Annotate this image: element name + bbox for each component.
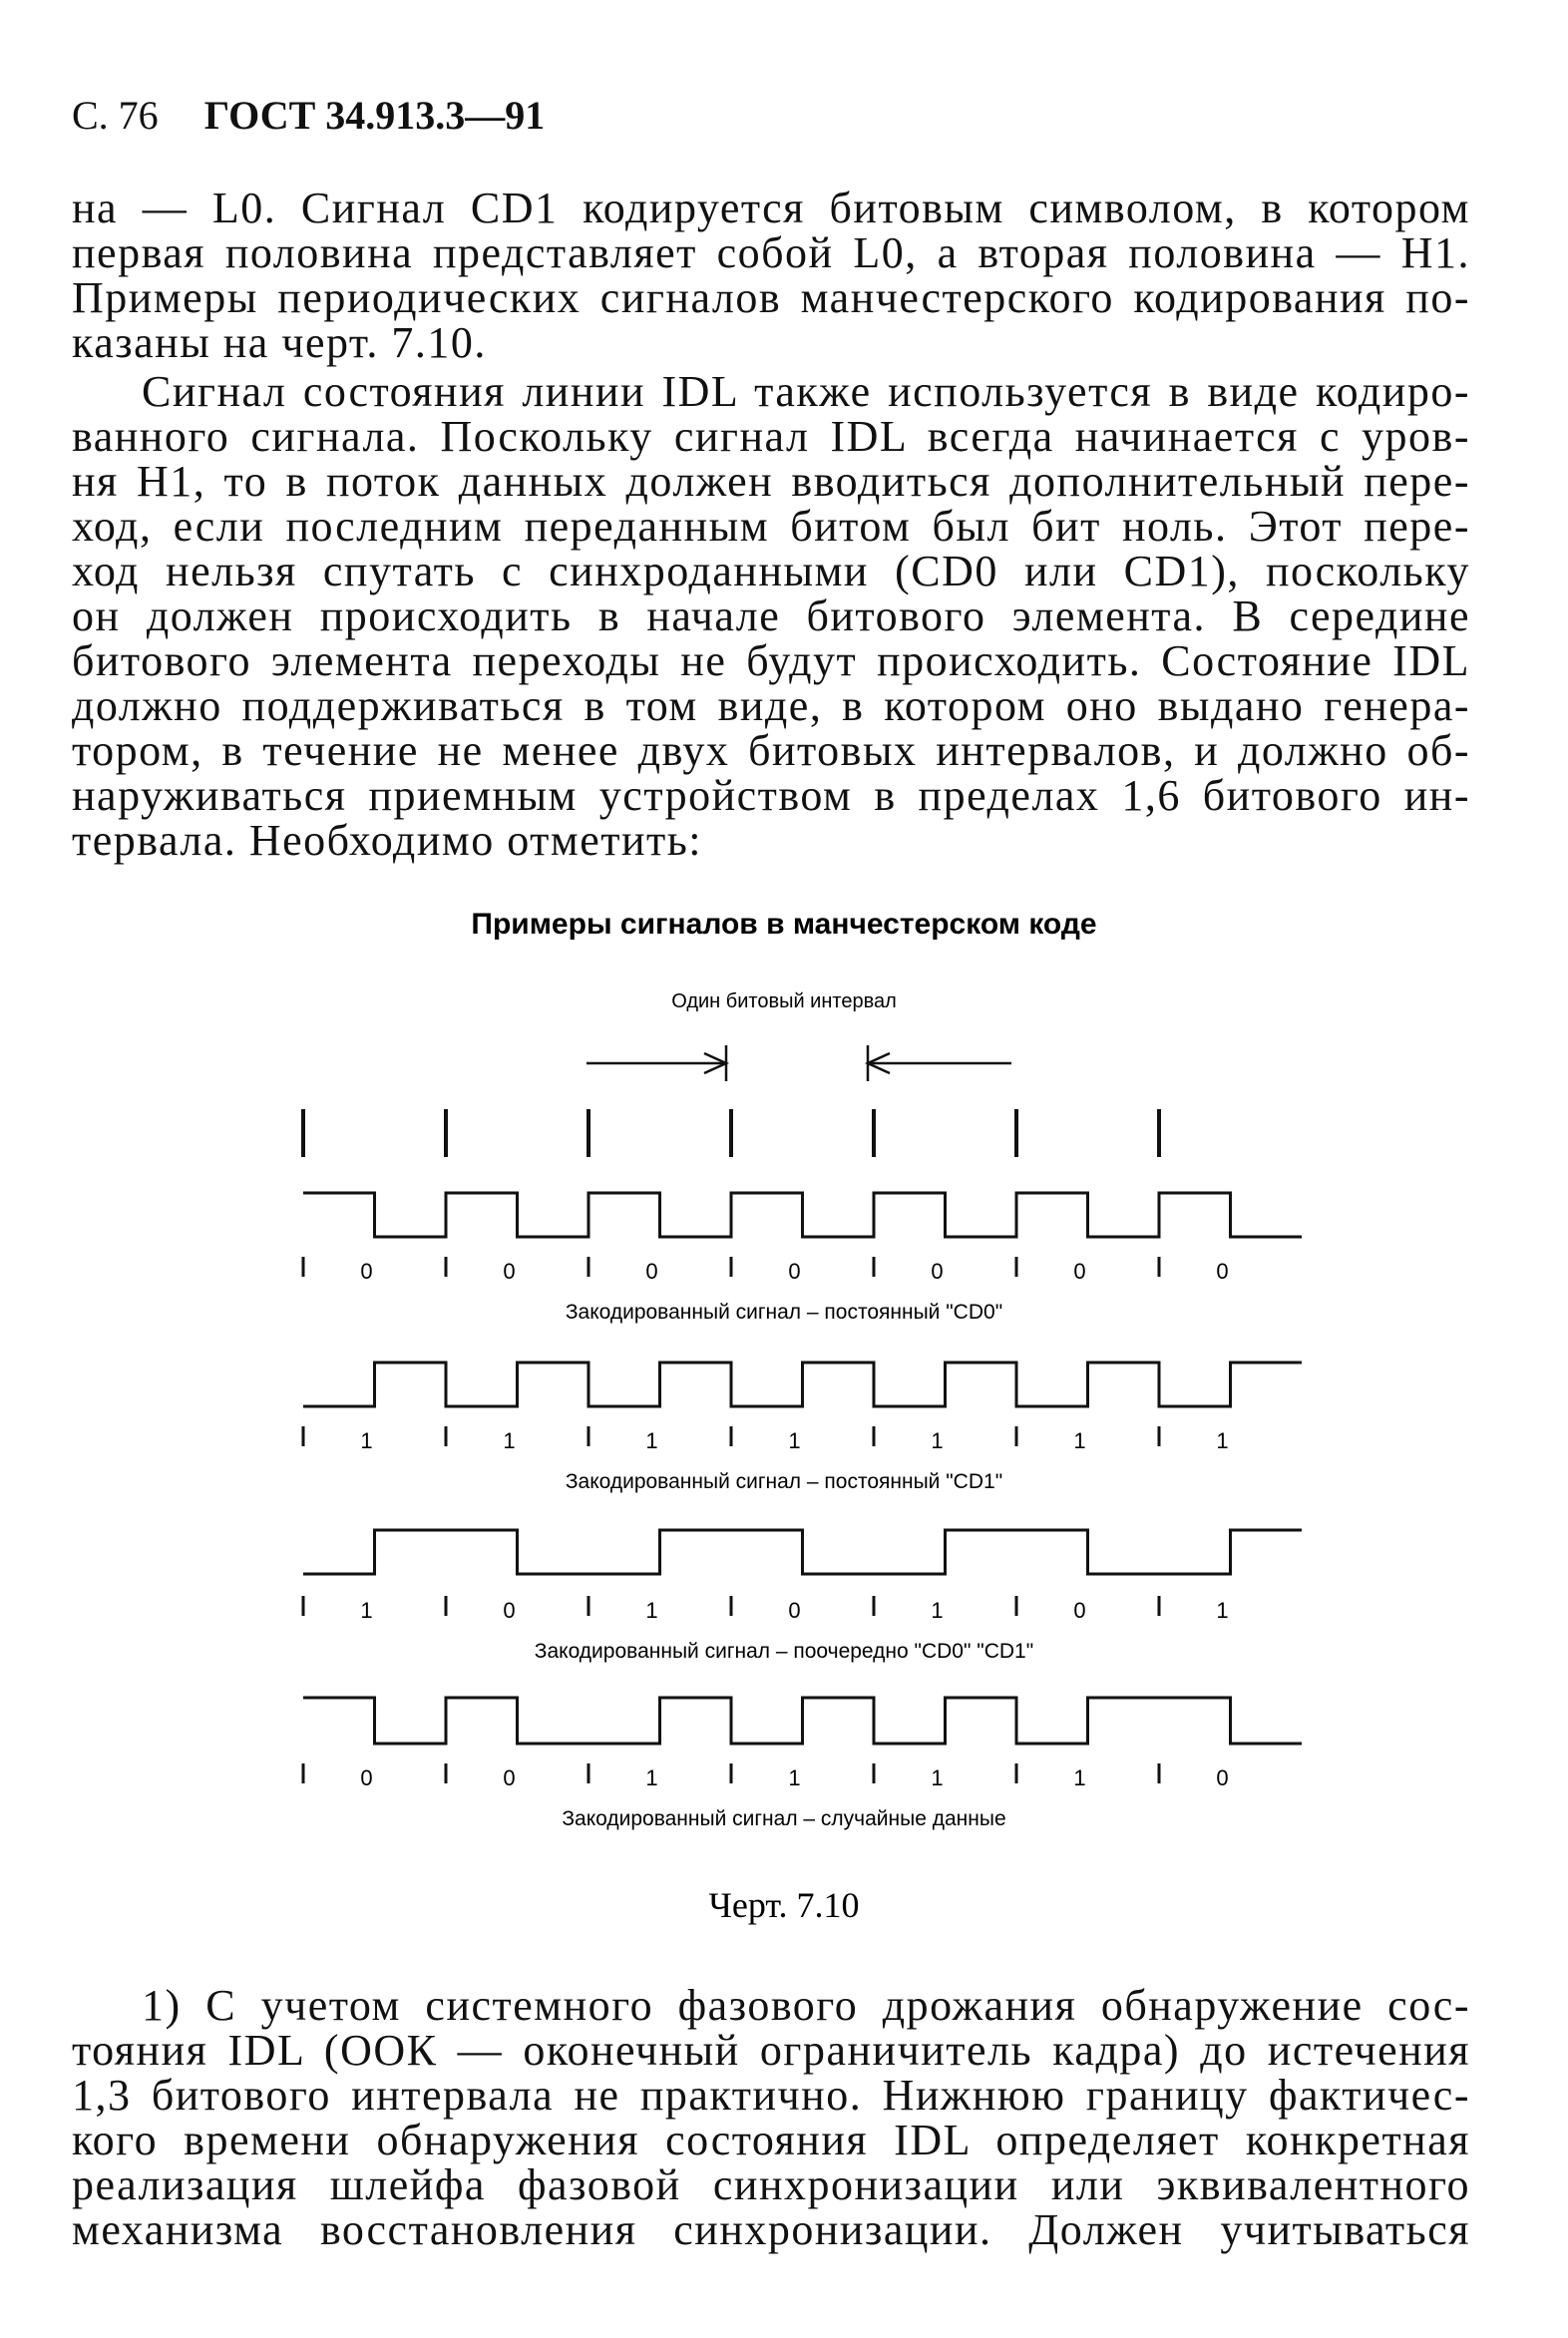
bit-label: 0 bbox=[1216, 1765, 1229, 1790]
text-line: 1) С учетом системного фазового дрожания обнаружение сос- bbox=[142, 1981, 1470, 2030]
text-line: реализация шлейфа фазовой синхронизации или эквивалентного bbox=[72, 2160, 1470, 2209]
text-line: казаны на черт. 7.10. bbox=[72, 318, 487, 367]
waveform bbox=[303, 1698, 1302, 1744]
text-line: он должен происходить в начале битового элемента. В середине bbox=[72, 591, 1470, 640]
bit-label: 0 bbox=[1216, 1259, 1229, 1284]
waveform bbox=[303, 1530, 1302, 1574]
text-line: Сигнал состояния линии IDL также используется в виде кодиро- bbox=[142, 367, 1470, 416]
text-line: ня H1, то в поток данных должен вводиться дополнительный пере- bbox=[72, 457, 1470, 506]
paragraph-3 bbox=[72, 1983, 1470, 2252]
bit-label: 1 bbox=[645, 1765, 658, 1790]
text-line: Примеры периодических сигналов манчестерского кодирования по- bbox=[72, 273, 1470, 322]
standard-id: ГОСТ 34.913.3—91 bbox=[203, 93, 546, 138]
signal-caption: Закодированный сигнал – постоянный "CD0" bbox=[565, 1301, 1003, 1324]
bit-label: 0 bbox=[503, 1598, 516, 1623]
bit-label: 0 bbox=[360, 1765, 373, 1790]
figure-title: Примеры сигналов в манчестерском коде bbox=[471, 908, 1097, 941]
signal-caption: Закодированный сигнал – случайные данные bbox=[562, 1807, 1006, 1830]
text-line: должно поддерживаться в том виде, в котором оно выдано генера- bbox=[72, 681, 1470, 730]
waveform bbox=[303, 1193, 1302, 1237]
text-line: кого времени обнаружения состояния IDL определяет конкретная bbox=[72, 2116, 1470, 2164]
text-line: механизма восстановления синхронизации. Должен учитываться bbox=[72, 2205, 1470, 2254]
text-line: на — L0. Сигнал CD1 кодируется битовым символом, в котором bbox=[72, 184, 1470, 232]
text-line: битового элемента переходы не будут происходить. Состояние IDL bbox=[72, 636, 1470, 685]
bit-label: 0 bbox=[931, 1259, 944, 1284]
bit-label: 1 bbox=[931, 1598, 944, 1623]
text-line: ход нельзя спутать с синхроданными (CD0 или CD1), поскольку bbox=[72, 547, 1470, 595]
bit-label: 0 bbox=[503, 1765, 516, 1790]
interval-arrows bbox=[587, 1045, 1011, 1081]
bit-label: 1 bbox=[788, 1428, 801, 1453]
bit-label: 0 bbox=[1073, 1598, 1086, 1623]
waveform bbox=[303, 1363, 1302, 1406]
text-line: ход, если последним переданным битом был бит ноль. Этот пере- bbox=[72, 502, 1470, 551]
bit-label: 0 bbox=[645, 1259, 658, 1284]
signal-waveforms bbox=[303, 1193, 1302, 1830]
figure-caption: Черт. 7.10 bbox=[708, 1885, 860, 1925]
text-line: тервала. Необходимо отметить: bbox=[72, 816, 703, 865]
signal-row bbox=[303, 1363, 1302, 1493]
text-line: тояния IDL (ООК — оконечный ограничитель кадра) до истечения bbox=[72, 2026, 1470, 2075]
page-number: С. 76 bbox=[72, 93, 159, 138]
clock-ticks bbox=[303, 1109, 1159, 1157]
bit-label: 1 bbox=[645, 1598, 658, 1623]
text-line: тором, в течение не менее двух битовых интервалов, и должно об- bbox=[72, 726, 1470, 775]
signal-row bbox=[303, 1530, 1302, 1663]
text-line: ванного сигнала. Поскольку сигнал IDL всегда начинается с уров- bbox=[72, 412, 1470, 461]
bit-label: 1 bbox=[931, 1765, 944, 1790]
bit-label: 0 bbox=[788, 1259, 801, 1284]
bit-label: 0 bbox=[503, 1259, 516, 1284]
signal-caption: Закодированный сигнал – постоянный "CD1" bbox=[565, 1470, 1003, 1493]
signal-caption: Закодированный сигнал – поочередно "CD0" "CD1" bbox=[534, 1640, 1034, 1663]
bit-label: 1 bbox=[1073, 1765, 1086, 1790]
bit-label: 0 bbox=[1073, 1259, 1086, 1284]
bit-label: 1 bbox=[788, 1765, 801, 1790]
signal-row bbox=[303, 1193, 1302, 1324]
text-line: наруживаться приемным устройством в пределах 1,6 битового ин- bbox=[72, 771, 1470, 820]
signal-row bbox=[303, 1698, 1302, 1830]
bit-label: 1 bbox=[931, 1428, 944, 1453]
interval-label: Один битовый интервал bbox=[671, 990, 897, 1012]
bit-label: 1 bbox=[360, 1598, 373, 1623]
text-line: первая половина представляет собой L0, а вторая половина — H1. bbox=[72, 228, 1470, 277]
bit-label: 1 bbox=[503, 1428, 516, 1453]
bit-label: 1 bbox=[1216, 1428, 1229, 1453]
bit-label: 1 bbox=[1216, 1598, 1229, 1623]
bit-label: 1 bbox=[1073, 1428, 1086, 1453]
text-line: 1,3 битового интервала не практично. Нижнюю границу фактичес- bbox=[72, 2071, 1470, 2120]
bit-label: 0 bbox=[360, 1259, 373, 1284]
bit-label: 0 bbox=[788, 1598, 801, 1623]
bit-label: 1 bbox=[645, 1428, 658, 1453]
bit-label: 1 bbox=[360, 1428, 373, 1453]
